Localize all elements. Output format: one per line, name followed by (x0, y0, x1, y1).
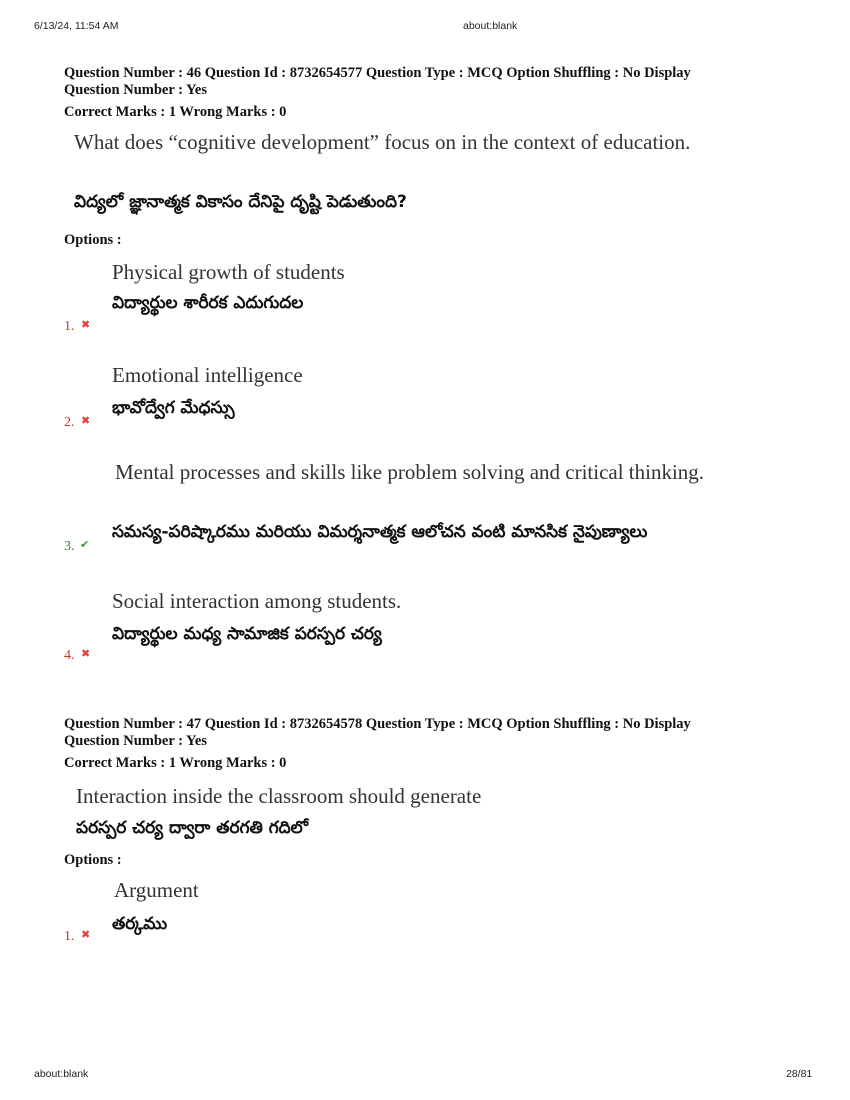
option-number: 3. (64, 539, 75, 554)
option-number: 1. (64, 319, 75, 334)
question-meta-line2: Question Number : Yes (64, 733, 207, 749)
option-text-telugu: విద్యార్థుల శారీరక ఎదుగుదల (112, 293, 304, 313)
option-number: 4. (64, 648, 75, 663)
options-label: Options : (64, 232, 122, 248)
wrong-icon: ✖ (81, 647, 91, 660)
option-number: 2. (64, 415, 75, 430)
print-page-number: 28/81 (786, 1068, 813, 1080)
option-number: 1. (64, 929, 75, 944)
wrong-icon: ✖ (81, 928, 91, 941)
option-text-telugu: సమస్య-పరిష్కారము మరియు విమర్శనాత్మక ఆలోచన వంటి మానసిక నైపుణ్యాలు (112, 522, 648, 542)
option-text-english: Physical growth of students (112, 260, 345, 284)
question-text-english: Interaction inside the classroom should generate (76, 784, 482, 808)
option-text-english: Argument (114, 878, 199, 902)
question-text-telugu: పరస్పర చర్య ద్వారా తరగతి గదిలో (76, 818, 309, 838)
option-text-english: Social interaction among students. (112, 589, 402, 613)
print-footer-url: about:blank (34, 1068, 89, 1080)
question-text-english: What does “cognitive development” focus on in the context of education. (74, 130, 691, 154)
question-meta-line1: Question Number : 47 Question Id : 8732654578 Question Type : MCQ Option Shuffling : No Display (64, 716, 691, 732)
option-text-telugu: తర్కము (112, 914, 168, 934)
print-datetime: 6/13/24, 11:54 AM (34, 20, 119, 32)
question-meta-line2: Question Number : Yes (64, 82, 207, 98)
check-icon: ✔ (80, 538, 90, 551)
question-text-telugu: విద్యలో జ్ఞానాత్మక వికాసం దేనిపై దృష్టి పెడుతుంది? (74, 192, 407, 212)
wrong-icon: ✖ (81, 318, 91, 331)
question-marks: Correct Marks : 1 Wrong Marks : 0 (64, 755, 287, 771)
option-text-telugu: భావోద్వేగ మేధస్సు (112, 398, 235, 418)
option-text-english: Mental processes and skills like problem solving and critical thinking. (115, 460, 705, 484)
print-title: about:blank (463, 20, 518, 32)
option-text-english: Emotional intelligence (112, 363, 303, 387)
options-label: Options : (64, 852, 122, 868)
question-marks: Correct Marks : 1 Wrong Marks : 0 (64, 104, 287, 120)
question-meta-line1: Question Number : 46 Question Id : 8732654577 Question Type : MCQ Option Shuffling : No Display (64, 65, 691, 81)
wrong-icon: ✖ (81, 414, 91, 427)
option-text-telugu: విద్యార్థుల మధ్య సామాజిక పరస్పర చర్య (112, 624, 382, 644)
